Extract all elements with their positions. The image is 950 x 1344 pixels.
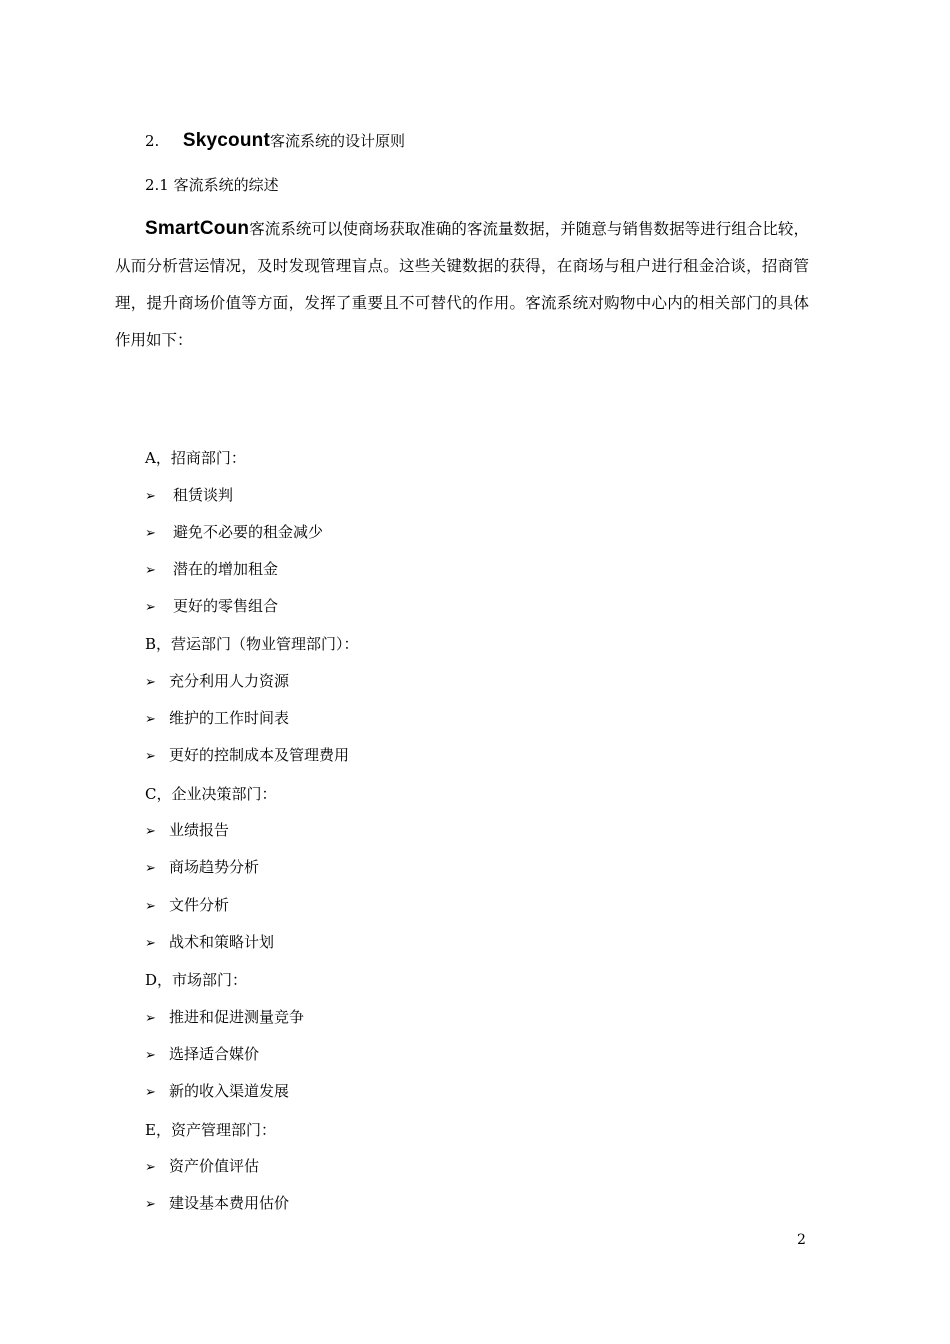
list-item: ➢ 更好的控制成本及管理费用 <box>145 745 349 767</box>
arrow-bullet-icon: ➢ <box>145 489 156 504</box>
list-item: ➢ 业绩报告 <box>145 820 229 842</box>
heading-title: 客流系统的设计原则 <box>270 132 406 150</box>
list-item: ➢ 商场趋势分析 <box>145 857 259 879</box>
arrow-bullet-icon: ➢ <box>145 1048 156 1063</box>
list-item: ➢ 新的收入渠道发展 <box>145 1081 289 1103</box>
arrow-bullet-icon: ➢ <box>145 600 156 615</box>
intro-text: 客流系统可以使商场获取准确的客流量数据，并随意与销售数据等进行组合比较，从而分析营运情况，及时发现管理盲点。这些关键数据的获得，在商场与租户进行租金洽谈，招商管理，提升商场价值等方面，发挥了重要且不可替代的作用。客流系统对购物中心内的相关部门的具体作用如下： <box>115 220 809 349</box>
section-title-c: C，企业决策部门： <box>145 785 277 803</box>
list-item: ➢ 资产价值评估 <box>145 1156 259 1178</box>
arrow-bullet-icon: ➢ <box>145 749 156 764</box>
list-item: ➢ 选择适合媒价 <box>145 1044 259 1066</box>
arrow-bullet-icon: ➢ <box>145 1085 156 1100</box>
list-item: ➢ 战术和策略计划 <box>145 932 274 954</box>
arrow-bullet-icon: ➢ <box>145 824 156 839</box>
list-item: ➢ 维护的工作时间表 <box>145 708 289 730</box>
page-number: 2 <box>797 1232 806 1248</box>
arrow-bullet-icon: ➢ <box>145 899 156 914</box>
list-item: ➢ 建设基本费用估价 <box>145 1193 289 1215</box>
section-heading <box>145 131 405 151</box>
list-item: ➢ 充分利用人力资源 <box>145 671 289 693</box>
list-item: ➢ 潜在的增加租金 <box>145 559 278 581</box>
arrow-bullet-icon: ➢ <box>145 1197 156 1212</box>
heading-brand: Skycount <box>182 130 270 151</box>
heading-number: 2. <box>145 132 160 150</box>
arrow-bullet-icon: ➢ <box>145 712 156 727</box>
arrow-bullet-icon: ➢ <box>145 675 156 690</box>
list-item: ➢ 文件分析 <box>145 895 229 917</box>
arrow-bullet-icon: ➢ <box>145 526 156 541</box>
intro-brand: SmartCoun <box>145 218 250 239</box>
list-item: ➢ 租赁谈判 <box>145 485 233 507</box>
section-title-b: B，营运部门（物业管理部门）： <box>145 635 359 653</box>
arrow-bullet-icon: ➢ <box>145 936 156 951</box>
arrow-bullet-icon: ➢ <box>145 1160 156 1175</box>
arrow-bullet-icon: ➢ <box>145 1011 156 1026</box>
intro-paragraph <box>115 210 809 359</box>
section-title-d: D，市场部门： <box>145 971 248 989</box>
section-title-e: E，资产管理部门： <box>145 1121 276 1139</box>
list-item: ➢ 推进和促进测量竞争 <box>145 1007 304 1029</box>
list-item: ➢ 更好的零售组合 <box>145 596 278 618</box>
section-title-a: A，招商部门： <box>145 449 246 467</box>
subheading: 2.1 客流系统的综述 <box>145 176 279 194</box>
arrow-bullet-icon: ➢ <box>145 861 156 876</box>
list-item: ➢ 避免不必要的租金减少 <box>145 522 323 544</box>
arrow-bullet-icon: ➢ <box>145 563 156 578</box>
